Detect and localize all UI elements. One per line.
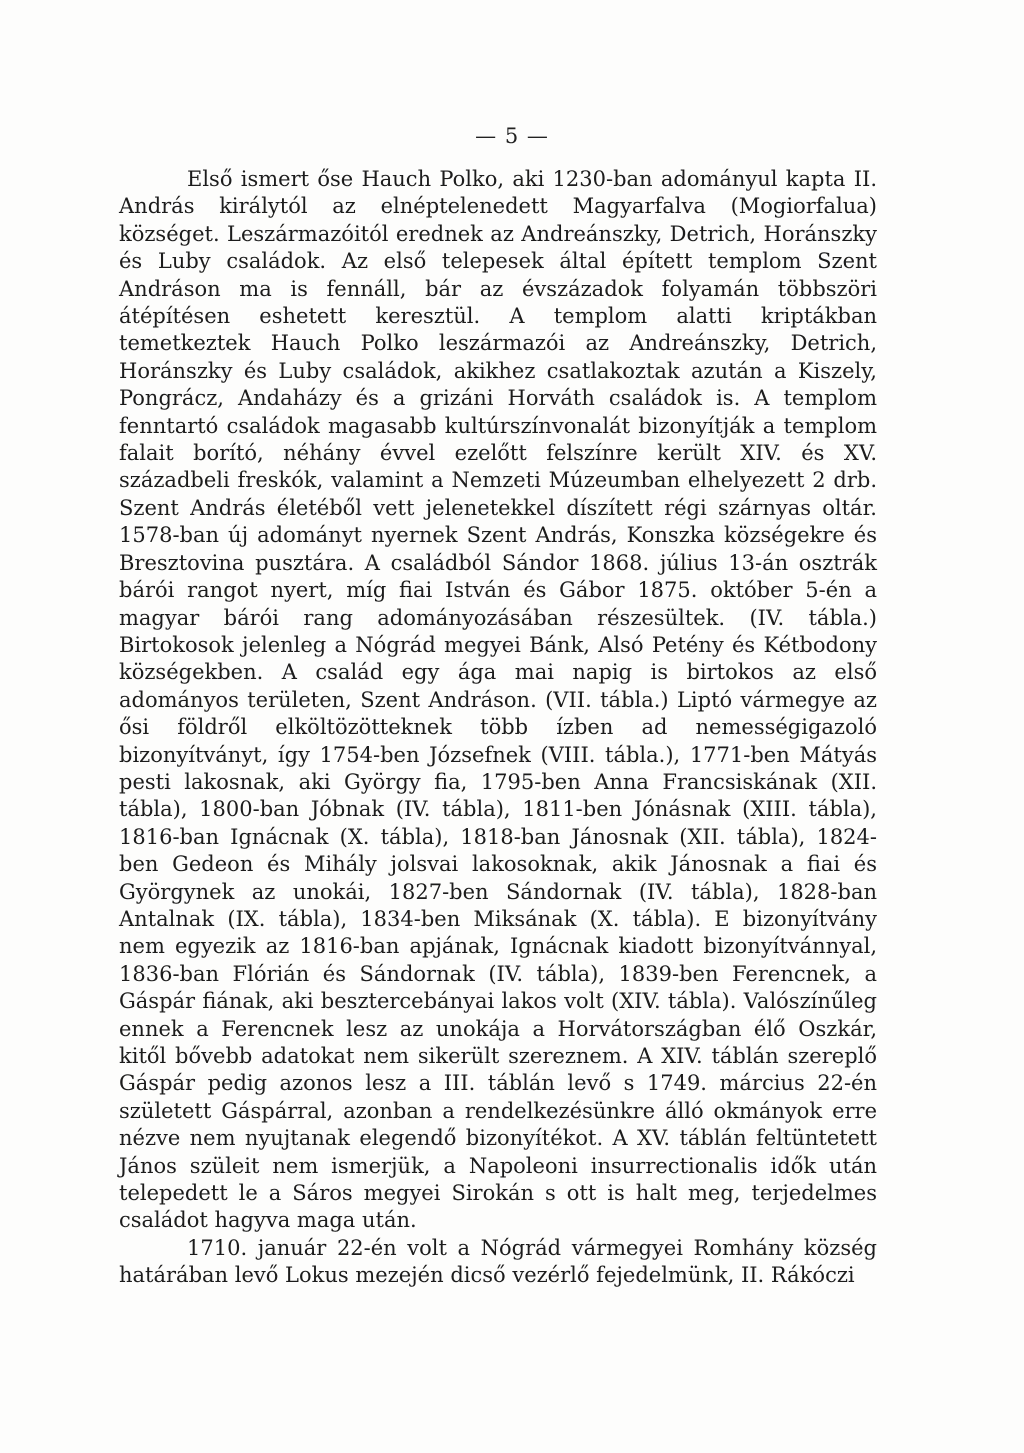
paragraph-1: Első ismert őse Hauch Polko, aki 1230-ban adományul kapta II. András királytól az elnéptelenedett Magyarfalva (Mogiorfalua) községet. Leszármazóitól erednek az Andreánszky, Detrich, Horánszky és Luby családok. Az első telepesek által épített templom Szent Andráson ma is fennáll, bár az évszázadok folyamán többszöri átépítésen eshetett keresztül. A templom alatti kriptákban temetkeztek Hauch Polko leszármazói az Andreánszky, Detrich, Horánszky és Luby családok, akikhez csatlakoztak azután a Kiszely, Pongrácz, Andaházy és a grizáni Horváth családok is. A templom fenntartó családok magasabb kultúrszínvonalát bizonyítják a templom falait borító, néhány évvel ezelőtt felszínre került XIV. és XV. századbeli freskók, valamint a Nemzeti Múzeumban elhelyezett 2 drb. Szent András életéből vett jelenetekkel díszített régi szárnyas oltár. 1578-ban új adományt nyernek Szent András, Konszka községekre és Bresztovina pusztára. A családból Sándor 1868. július 13-án osztrák bárói rangot nyert, míg fiai István és Gábor 1875. október 5-én a magyar bárói rang adományozásában részesültek. (IV. tábla.) Birtokosok jelenleg a Nógrád megyei Bánk, Alsó Petény és Kétbodony községekben. A család egy ága mai napig is birtokos az első adományos területen, Szent Andráson. (VII. tábla.) Liptó vármegye az ősi földről elköltözötteknek több ízben ad nemességigazoló bizonyítványt, így 1754-ben Józsefnek (VIII. tábla.), 1771-ben Mátyás pesti lakosnak, aki György fia, 1795-ben Anna Francsiskának (XII. tábla), 1800-ban Jóbnak (IV. tábla), 1811-ben Jónásnak (XIII. tábla), 1816-ban Ignácnak (X. tábla), 1818-ban Jánosnak (XII. tábla), 1824-ben Gedeon és Mihály jolsvai lakosoknak, akik Jánosnak a fiai és Györgynek az unokái, 1827-ben Sándornak (IV. tábla), 1828-ban Antalnak (IX. tábla), 1834-ben Miksának (X. tábla). E bizonyítvány nem egyezik az 1816-ban apjának, Ignácnak kiadott bizonyítvánnyal, 1836-ban Flórián és Sándornak (IV. tábla), 1839-ben Ferencnek, a Gáspár fiának, aki besztercebányai lakos volt (XIV. tábla). Valószínűleg ennek a Ferencnek lesz az unokája a Horvátországban élő Oszkár, kitől bővebb adatokat nem sikerült szereznem. A XIV. táblán szereplő Gáspár pedig azonos lesz a III. táblán levő s 1749. március 22-én született Gáspárral, azonban a rendelkezésünkre álló okmányok erre nézve nem nyujtanak elegendő bizonyítékot. A XV. táblán feltüntetett János szüleit nem ismerjük, a Napoleoni insurrectionalis idők után telepedett le a Sáros megyei Sirokán s ott is halt meg, terjedelmes családot hagyva maga után. (119, 167, 877, 1233)
body-text (119, 166, 877, 1290)
page-number: — 5 — (475, 124, 549, 148)
paragraph-2: 1710. január 22-én volt a Nógrád vármegyei Romhány község határában levő Lokus mezején dicső vezérlő fejedelmünk, II. Rákóczi (119, 1235, 877, 1288)
